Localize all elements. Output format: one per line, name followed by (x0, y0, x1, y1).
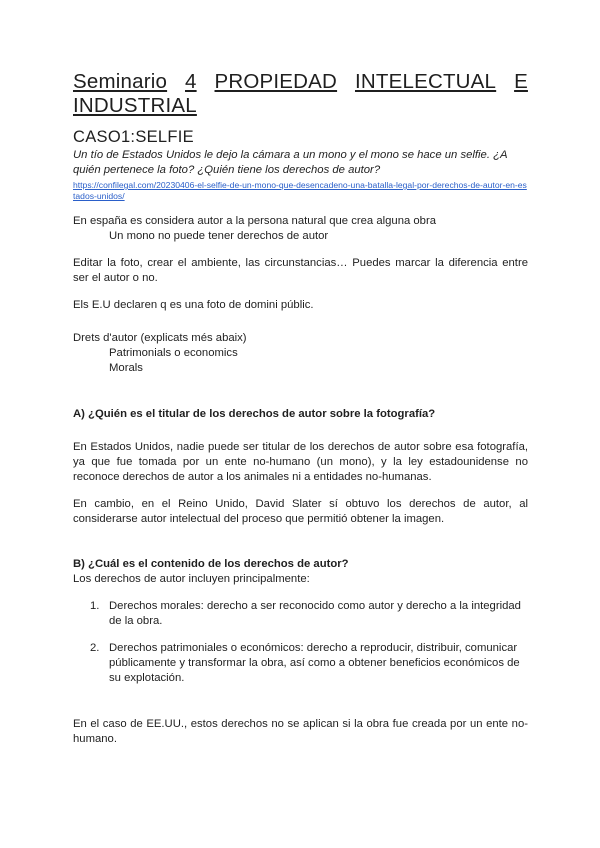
section-a-paragraph: En cambio, en el Reino Unido, David Slater sí obtuvo los derechos de autor, al considerarse autor intelectual del proceso que permitió obtener la imagen. (73, 498, 528, 525)
title-line-1 (73, 70, 528, 94)
list-item (73, 641, 528, 686)
note-indented: Morals (109, 362, 143, 374)
section-b-intro: Los derechos de autor incluyen principalmente: (73, 573, 310, 585)
title-word: INTELECTUAL (354, 70, 497, 93)
document-page (73, 70, 528, 747)
source-link[interactable]: https://confilegal.com/20230406-el-selfie-de-un-mono-que-desencadeno-una-batalla-legal-por-derechos-de-autor-en-estados-unidos/ (73, 180, 527, 201)
document-title (73, 70, 528, 118)
title-word: Seminario (73, 70, 168, 93)
section-b-heading: B) ¿Cuál es el contenido de los derechos de autor? (73, 558, 349, 570)
list-text: Derechos morales: derecho a ser reconocido como autor y derecho a la integridad de la obra. (109, 600, 521, 627)
list-item (73, 599, 528, 629)
title-line-2: INDUSTRIAL (73, 94, 197, 117)
title-word: E (514, 70, 528, 93)
note-paragraph: En españa es considera autor a la persona natural que crea alguna obra (73, 215, 437, 227)
note-indented: Patrimonials o economics (109, 347, 238, 359)
note-paragraph: Editar la foto, crear el ambiente, las circunstancias… Puedes marcar la diferencia entre ser el autor o no. (73, 257, 528, 284)
rights-list (73, 599, 528, 686)
case-heading: CASO1:SELFIE (73, 128, 194, 146)
list-text: Derechos patrimoniales o económicos: derecho a reproducir, distribuir, comunicar públicamente y transformar la obra, así como a obtener beneficios económicos de su explotación. (109, 642, 520, 684)
section-a-heading: A) ¿Quién es el titular de los derechos de autor sobre la fotografía? (73, 408, 436, 420)
closing-paragraph: En el caso de EE.UU., estos derechos no se aplican si la obra fue creada por un ente no-humano. (73, 718, 528, 745)
list-number: 1. (90, 600, 100, 612)
note-paragraph: Drets d'autor (explicats més abaix) (73, 332, 247, 344)
title-word: 4 (185, 70, 197, 93)
section-a-paragraph: En Estados Unidos, nadie puede ser titular de los derechos de autor sobre esa fotografía, ya que fue tomada por un ente no-humano (un mono), y la ley estadounidense no reconoce derechos de autor a los animales ni a entidades no-humanas. (73, 441, 528, 483)
note-indented: Un mono no puede tener derechos de autor (109, 230, 329, 242)
note-paragraph: Els E.U declaren q es una foto de domini públic. (73, 299, 314, 311)
list-number: 2. (90, 642, 100, 654)
title-word: PROPIEDAD (214, 70, 338, 93)
case-question: Un tío de Estados Unidos le dejo la cámara a un mono y el mono se hace un selfie. ¿A quién pertenece la foto? ¿Quién tiene los derechos de autor? (73, 149, 508, 176)
